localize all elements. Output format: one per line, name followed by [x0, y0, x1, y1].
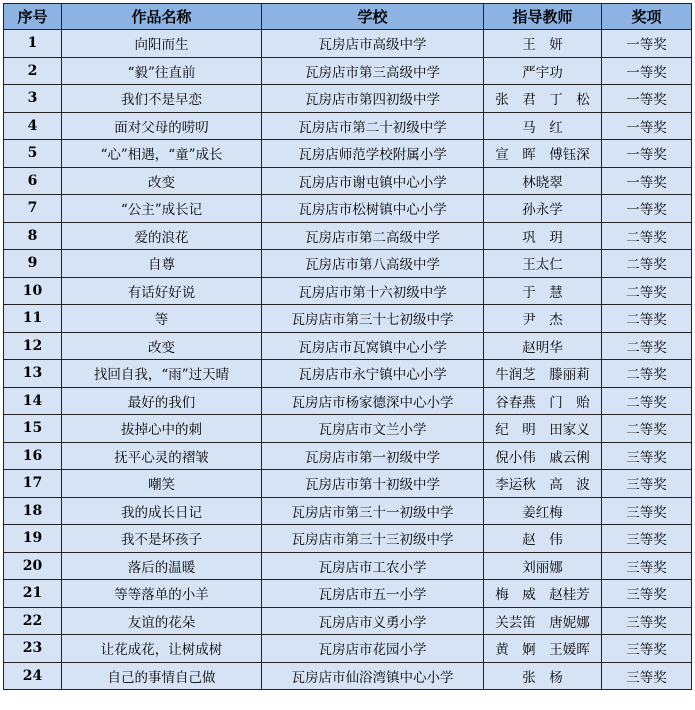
- cell-instructor: 李运秋 高 波: [484, 470, 602, 498]
- cell-serial: 14: [4, 387, 62, 415]
- cell-serial: 19: [4, 525, 62, 553]
- cell-work-title: 我的成长日记: [62, 497, 262, 525]
- cell-work-title: 等: [62, 305, 262, 333]
- cell-school: 瓦房店市第三高级中学: [262, 57, 484, 85]
- cell-serial: 7: [4, 195, 62, 223]
- cell-school: 瓦房店市第十六初级中学: [262, 277, 484, 305]
- table-row: [4, 277, 692, 305]
- cell-award: 三等奖: [602, 442, 692, 470]
- cell-school: 瓦房店市文兰小学: [262, 415, 484, 443]
- cell-instructor: 林晓翠: [484, 167, 602, 195]
- cell-serial: 16: [4, 442, 62, 470]
- cell-serial: 22: [4, 607, 62, 635]
- cell-instructor: 赵明华: [484, 332, 602, 360]
- cell-serial: 11: [4, 305, 62, 333]
- cell-work-title: 拔掉心中的刺: [62, 415, 262, 443]
- cell-work-title: 自尊: [62, 250, 262, 278]
- cell-serial: 13: [4, 360, 62, 388]
- cell-work-title: 向阳而生: [62, 30, 262, 58]
- cell-serial: 21: [4, 580, 62, 608]
- table-row: [4, 30, 692, 58]
- cell-instructor: 孙永学: [484, 195, 602, 223]
- cell-award: 二等奖: [602, 415, 692, 443]
- cell-serial: 2: [4, 57, 62, 85]
- cell-school: 瓦房店市仙浴湾镇中心小学: [262, 662, 484, 690]
- table-row: [4, 607, 692, 635]
- cell-award: 一等奖: [602, 195, 692, 223]
- cell-school: 瓦房店市花园小学: [262, 635, 484, 663]
- cell-school: 瓦房店市第三十三初级中学: [262, 525, 484, 553]
- cell-instructor: 严宇功: [484, 57, 602, 85]
- cell-award: 一等奖: [602, 112, 692, 140]
- cell-work-title: “毅”往直前: [62, 57, 262, 85]
- cell-award: 三等奖: [602, 552, 692, 580]
- cell-instructor: 于 慧: [484, 277, 602, 305]
- cell-instructor: 梅 威 赵桂芳: [484, 580, 602, 608]
- cell-serial: 3: [4, 85, 62, 113]
- cell-school: 瓦房店市第二十初级中学: [262, 112, 484, 140]
- cell-school: 瓦房店师范学校附属小学: [262, 140, 484, 168]
- cell-serial: 18: [4, 497, 62, 525]
- cell-serial: 12: [4, 332, 62, 360]
- cell-work-title: 自己的事情自己做: [62, 662, 262, 690]
- table-row: [4, 332, 692, 360]
- cell-award: 二等奖: [602, 305, 692, 333]
- table-row: [4, 470, 692, 498]
- table-row: [4, 167, 692, 195]
- cell-work-title: 让花成花，让树成树: [62, 635, 262, 663]
- cell-serial: 20: [4, 552, 62, 580]
- cell-award: 三等奖: [602, 607, 692, 635]
- cell-serial: 24: [4, 662, 62, 690]
- cell-award: 三等奖: [602, 497, 692, 525]
- header-serial: 序号: [4, 4, 62, 30]
- cell-school: 瓦房店市松树镇中心小学: [262, 195, 484, 223]
- cell-work-title: 有话好好说: [62, 277, 262, 305]
- cell-school: 瓦房店市五一小学: [262, 580, 484, 608]
- table-row: [4, 195, 692, 223]
- cell-serial: 23: [4, 635, 62, 663]
- table-row: [4, 552, 692, 580]
- cell-instructor: 牛润芝 滕丽莉: [484, 360, 602, 388]
- header-instructor: 指导教师: [484, 4, 602, 30]
- cell-serial: 5: [4, 140, 62, 168]
- cell-work-title: 等等落单的小羊: [62, 580, 262, 608]
- cell-instructor: 黄 婀 王媛晖: [484, 635, 602, 663]
- cell-instructor: 刘丽娜: [484, 552, 602, 580]
- cell-instructor: 姜红梅: [484, 497, 602, 525]
- table-row: [4, 635, 692, 663]
- cell-school: 瓦房店市第三十一初级中学: [262, 497, 484, 525]
- cell-school: 瓦房店市杨家德深中心小学: [262, 387, 484, 415]
- cell-instructor: 赵 伟: [484, 525, 602, 553]
- cell-school: 瓦房店市工农小学: [262, 552, 484, 580]
- cell-serial: 8: [4, 222, 62, 250]
- cell-award: 一等奖: [602, 57, 692, 85]
- cell-school: 瓦房店市第三十七初级中学: [262, 305, 484, 333]
- table-row: [4, 387, 692, 415]
- table-row: [4, 250, 692, 278]
- cell-work-title: 找回自我，“雨”过天晴: [62, 360, 262, 388]
- table-row: [4, 415, 692, 443]
- cell-serial: 1: [4, 30, 62, 58]
- cell-school: 瓦房店市永宁镇中心小学: [262, 360, 484, 388]
- table-row: [4, 662, 692, 690]
- table-row: [4, 497, 692, 525]
- cell-instructor: 纪 明 田家义: [484, 415, 602, 443]
- cell-award: 一等奖: [602, 30, 692, 58]
- cell-award: 二等奖: [602, 277, 692, 305]
- cell-work-title: “公主”成长记: [62, 195, 262, 223]
- table-row: [4, 57, 692, 85]
- header-work-title: 作品名称: [62, 4, 262, 30]
- cell-school: 瓦房店市第二高级中学: [262, 222, 484, 250]
- cell-serial: 15: [4, 415, 62, 443]
- cell-award: 三等奖: [602, 470, 692, 498]
- table-row: [4, 525, 692, 553]
- cell-instructor: 宣 晖 傅钰深: [484, 140, 602, 168]
- cell-award: 三等奖: [602, 580, 692, 608]
- cell-work-title: 抚平心灵的褶皱: [62, 442, 262, 470]
- cell-work-title: 友谊的花朵: [62, 607, 262, 635]
- cell-school: 瓦房店市高级中学: [262, 30, 484, 58]
- cell-serial: 17: [4, 470, 62, 498]
- cell-instructor: 关芸笛 唐妮娜: [484, 607, 602, 635]
- table-row: [4, 85, 692, 113]
- table-row: [4, 112, 692, 140]
- header-school: 学校: [262, 4, 484, 30]
- cell-work-title: 最好的我们: [62, 387, 262, 415]
- cell-work-title: “心”相遇，“童”成长: [62, 140, 262, 168]
- cell-work-title: 爱的浪花: [62, 222, 262, 250]
- cell-work-title: 嘲笑: [62, 470, 262, 498]
- cell-award: 二等奖: [602, 222, 692, 250]
- cell-instructor: 马 红: [484, 112, 602, 140]
- awards-table-container: [3, 3, 692, 690]
- cell-school: 瓦房店市第十初级中学: [262, 470, 484, 498]
- awards-table: [3, 3, 692, 690]
- cell-school: 瓦房店市谢屯镇中心小学: [262, 167, 484, 195]
- cell-school: 瓦房店市第八高级中学: [262, 250, 484, 278]
- cell-award: 二等奖: [602, 332, 692, 360]
- cell-award: 三等奖: [602, 635, 692, 663]
- cell-serial: 4: [4, 112, 62, 140]
- cell-award: 二等奖: [602, 360, 692, 388]
- table-row: [4, 580, 692, 608]
- cell-instructor: 张 君 丁 松: [484, 85, 602, 113]
- cell-award: 一等奖: [602, 167, 692, 195]
- cell-serial: 6: [4, 167, 62, 195]
- cell-award: 一等奖: [602, 140, 692, 168]
- cell-instructor: 王太仁: [484, 250, 602, 278]
- table-row: [4, 140, 692, 168]
- cell-award: 二等奖: [602, 387, 692, 415]
- cell-instructor: 尹 杰: [484, 305, 602, 333]
- cell-school: 瓦房店市第四初级中学: [262, 85, 484, 113]
- cell-work-title: 面对父母的唠叨: [62, 112, 262, 140]
- cell-serial: 9: [4, 250, 62, 278]
- cell-work-title: 我们不是早恋: [62, 85, 262, 113]
- cell-instructor: 倪小伟 戚云俐: [484, 442, 602, 470]
- cell-school: 瓦房店市瓦窝镇中心小学: [262, 332, 484, 360]
- cell-instructor: 王 妍: [484, 30, 602, 58]
- cell-serial: 10: [4, 277, 62, 305]
- cell-award: 二等奖: [602, 250, 692, 278]
- cell-school: 瓦房店市第一初级中学: [262, 442, 484, 470]
- header-award: 奖项: [602, 4, 692, 30]
- cell-work-title: 改变: [62, 332, 262, 360]
- table-row: [4, 222, 692, 250]
- table-row: [4, 360, 692, 388]
- table-row: [4, 442, 692, 470]
- cell-school: 瓦房店市义勇小学: [262, 607, 484, 635]
- cell-award: 一等奖: [602, 85, 692, 113]
- header-row: [4, 4, 692, 30]
- cell-work-title: 落后的温暖: [62, 552, 262, 580]
- cell-work-title: 我不是坏孩子: [62, 525, 262, 553]
- cell-instructor: 谷春燕 门 贻: [484, 387, 602, 415]
- cell-instructor: 张 杨: [484, 662, 602, 690]
- cell-award: 三等奖: [602, 525, 692, 553]
- cell-award: 三等奖: [602, 662, 692, 690]
- cell-work-title: 改变: [62, 167, 262, 195]
- cell-instructor: 巩 玥: [484, 222, 602, 250]
- table-row: [4, 305, 692, 333]
